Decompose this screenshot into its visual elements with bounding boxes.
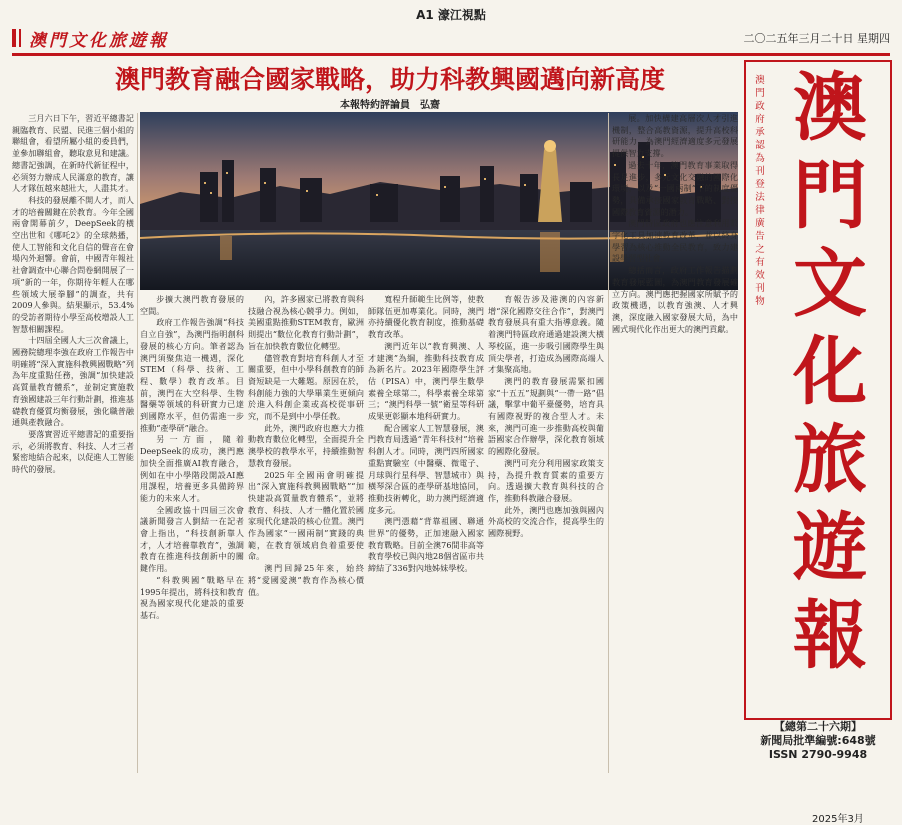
- paragraph: 育報告涉及港澳的內容新增“深化國際交往合作”，對澳門教育發展具有重大指導意義。隨着澳門特區政府通過建設澳大橫琴校區，進一步吸引國際學生與頂尖學者，打造成為國際高端人才集聚高地。: [488, 294, 604, 375]
- masthead-month: 2025年3月: [812, 814, 864, 825]
- paragraph: 內，許多國家已將教育與科技融合視為核心競爭力。例如，美國重點推動STEM教育，歐洲則提出“數位化教育行動計劃”，旨在加快教育數位化轉型。: [248, 294, 364, 351]
- paragraph: 要落實習近平總書記的重要指示，必須將教育、科技、人才三者緊密地結合起來，以促進人工智能時代的發展。: [12, 428, 134, 475]
- issue-number: 【總第二十六期】: [774, 720, 862, 733]
- article-column-5: [488, 294, 604, 772]
- paragraph: 澳門的教育發展需緊扣國家“十五五”規劃與“一帶一路”倡議，擊掌中葡平臺優勢，培育具有國際視野的複合型人才。未來，澳門可進一步推動高校與葡語國家合作辦學，深化教育領域的國際化發展。: [488, 375, 604, 457]
- issn: ISSN 2790-9948: [768, 748, 868, 761]
- article-column-1: [12, 113, 134, 773]
- paragraph: 三月六日下午，習近平總書記親臨教育、民盟、民進三個小組的聯組會，看望所屬小組的委員們，並參加聯組會，聽取意見和建議。總書記強調，在新時代新征程中，必須努力辦成人民滿意的教育，讓人才隊伍越來越壯大，人盡其才。: [12, 113, 134, 194]
- paper-name: [12, 26, 169, 50]
- paragraph: 另一方面，隨着DeepSeek的成功，澳門應加快全面推廣AI教育融合，例如在中小學階段開設AI應用課程，培養更多具備跨界能力的未來人才。: [140, 434, 244, 503]
- paragraph: “科教興國”戰略早在1995年提出，將科技和教育視為國家現代化建設的重要基石。: [140, 574, 244, 620]
- paragraph: 十四屆全國人大三次會議上，國務院總理李強在政府工作報告中明確將“深入實施科教興國戰略”列為年度重點任務，強調“加快建設高質量教育體系”，並制定實施教育強國建設三年行動計劃，推進基礎教育優質均衡發展，強化職普融通與產教融合。: [12, 335, 134, 428]
- paragraph: 總括而言，政府工作報告描劃教育發展藍圖，為澳門教育發展確立方向。澳門應把握國家所賦予的政策機遇，以教育強澳、人才興澳，深度融入國家發展大局，為中國式現代化作出更大的澳門貢獻。: [612, 265, 738, 334]
- article-column-2: [140, 294, 244, 772]
- paragraph: 科技的發展離不開人才，而人才的培養關鍵在於教育。今年全國兩會開幕前夕，DeepSeek的橫空出世和《哪吒2》的全球熱播，使人工智能和文化自信的聲音在會場內外迴響。會前，中國青年報社社會調查中心聯合問卷網開展了一項“新的一年，你期待年輕人在哪些領域大展拳腳”的調查，共有2009人參與。結果顯示，53.4%的受訪者期待小學至高校增設人工智慧相關課程。: [12, 194, 134, 334]
- paragraph: 配合國家人工智慧發展，澳門教育局透過“青年科技村”培養科創人才。同時，澳門四所國家重點實驗室（中醫藥、微電子、月球與行星科學、智慧城市）與橫琴深合區的產學研基地協同，推動技術轉化，助力澳門經濟適度多元。: [368, 422, 484, 515]
- paragraph: 此外，澳門政府也應大力推動教育數位化轉型，全面提升全澳學校的教學水平，持續推動智慧教育發展。: [248, 422, 364, 468]
- paper-name-text: 澳門文化旅遊報: [29, 30, 169, 51]
- article-column-3: [248, 294, 364, 772]
- paragraph: 澳門特區政府也應注意利用數字化工具加速教育改革，並以終身學習為核心推動全民教育，致力建設學習型社會。: [612, 218, 738, 264]
- paragraph: 此外，澳門也應加強與國內外高校的交流合作，提高學生的國際視野。: [488, 504, 604, 539]
- serial-number: 新聞局批準編號:648號: [760, 734, 876, 747]
- paragraph: 澳門近年以“教育興澳、人才建澳”為綱，推動科技教育成為新名片。2023年國際學生評估（PISA）中，澳門學生數學素養全球第二，科學素養全球第三；“澳門科學一號”衛星等科研成果更彰顯本地科研實力。: [368, 340, 484, 422]
- paragraph: 儘管教育對培育科創人才至關重要，但中小學科創教育的師資短缺是一大難題。原因在於，科創能力強的大學畢業生更傾向於進入科創企業或高校從事研究，而不是到中小學任教。: [248, 352, 364, 422]
- masthead: [744, 60, 894, 825]
- article-column-6: [612, 113, 738, 773]
- column-divider: [608, 113, 609, 773]
- paragraph: 全國政協十四屆三次會議新聞發言人劉結一在記者會上指出，“科技創新靠人才，人才培養靠教育”，強調教育在推進科技創新中的關鍵作用。: [140, 504, 244, 574]
- issue-date: 二〇二五年三月二十日 星期四: [743, 32, 890, 45]
- masthead-vertical-note: 澳門政府承認為刊登法律廣告之有效刊物: [755, 75, 765, 307]
- masthead-title: 澳門文化旅遊報: [793, 65, 867, 679]
- paragraph: 2025年全國兩會明確提出“深入實施科教興國戰略”“加快建設高質量教育體系”，並將教育、科技、人才一體化置於國家現代化建設的核心位置。澳門作為國家“一國兩制”實踐的典範，在教育領域肩負着重要使命。: [248, 469, 364, 562]
- paragraph: 澳門可充分利用國家政策支持，為提升教育質素的重要方向。透過擴大教育與科技的合作，推動科教融合發展。: [488, 457, 604, 503]
- paragraph: 澳門憑藉“背靠祖國、聯通世界”的優勢，正加速融入國家教育戰略。目前全澳76間非高等教育學校已與內地28個省區市共締結了336對內地姊妹學校。: [368, 516, 484, 574]
- byline: 本報特約評論員 弘齋: [340, 100, 440, 111]
- paragraph: 展。加快構建高層次人才引進機制，整合高教資源，提升高校科研能力，為澳門經濟適度多元發展提供智力支撐。: [612, 113, 738, 159]
- paragraph: 寬程升師範生比例等，使教師隊伍更加專業化。同時，澳門亦持續優化教育制度，推動基礎教育改革。: [368, 294, 484, 340]
- masthead-info: [744, 720, 892, 768]
- header-rule: [12, 53, 890, 56]
- paragraph: 步擴大澳門教育發展的空間。: [140, 294, 244, 316]
- paragraph: 政府工作報告強調“科技自立自強”，為澳門指明創科發展的核心方向。筆者認為澳門須聚焦這一機遇，深化STEM（科學、技術、工程、數學）教育改革。目前，澳門在大空科學、生物醫藥等領域的科研實力已達到國際水平，但仍需進一步推動“產學研”融合。: [140, 317, 244, 433]
- section-label: A1 濠江視點: [416, 8, 486, 22]
- paper-name-bar-thin: [19, 29, 21, 47]
- paragraph: 澳門回歸25年來，始終將“愛國愛澳”教育作為核心價值。: [248, 563, 364, 597]
- headline: 澳門教育融合國家戰略，助力科教興國邁向新高度: [114, 65, 665, 94]
- paper-name-bar: [12, 29, 16, 47]
- article-column-4: [368, 294, 484, 772]
- column-divider: [137, 113, 138, 773]
- paragraph: 過去十年，澳門教育事業取得長足進步，多元文化交融的國際化環境，以及“一國兩制”下的制度優勢，具備承接國家教育戰略、對接國際教育資源的潛力。: [612, 159, 738, 217]
